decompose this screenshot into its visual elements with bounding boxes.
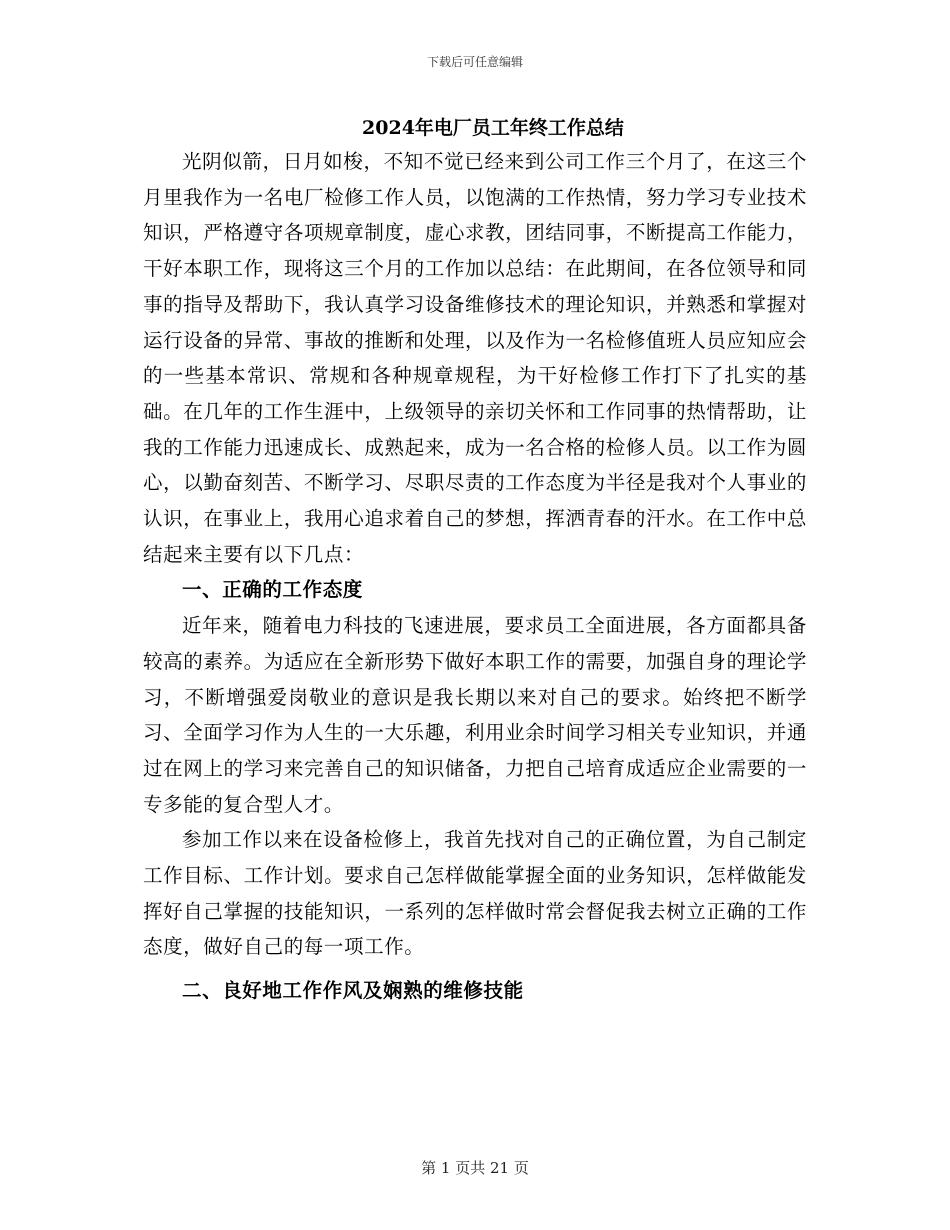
section-heading-2: 二、良好地工作作风及娴熟的维修技能	[182, 979, 524, 1003]
document-title: 2024年电厂员工年终工作总结	[362, 117, 624, 139]
document-body	[143, 112, 807, 1009]
paragraph-attitude-2: 参加工作以来在设备检修上，我首先找对自己的正确位置，为自己制定工作目标、工作计划。要求自己怎样做能掌握全面的业务知识，怎样做能发挥好自己掌握的技能知识，一系列的怎样做时常会督促我去树立正确的工作态度，做好自己的每一项工作。	[143, 828, 807, 959]
paragraph-intro: 光阴似箭，日月如梭，不知不觉已经来到公司工作三个月了，在这三个月里我作为一名电厂检修工作人员，以饱满的工作热情，努力学习专业技术知识，严格遵守各项规章制度，虚心求教，团结同事，不断提高工作能力，干好本职工作，现将这三个月的工作加以总结：在此期间，在各位领导和同事的指导及帮助下，我认真学习设备维修技术的理论知识，并熟悉和掌握对运行设备的异常、事故的推断和处理，以及作为一名检修值班人员应知应会的一些基本常识、常规和各种规章规程，为干好检修工作打下了扎实的基础。在几年的工作生涯中，上级领导的亲切关怀和工作同事的热情帮助，让我的工作能力迅速成长、成熟起来，成为一名合格的检修人员。以工作为圆心，以勤奋刻苦、不断学习、尽职尽责的工作态度为半径是我对个人事业的认识，在事业上，我用心追求着自己的梦想，挥洒青春的汗水。在工作中总结起来主要有以下几点：	[143, 150, 807, 566]
paragraph-attitude-1: 近年来，随着电力科技的飞速进展，要求员工全面进展，各方面都具备较高的素养。为适应在全新形势下做好本职工作的需要，加强自身的理论学习，不断增强爱岗敬业的意识是我长期以来对自己的要求。始终把不断学习、全面学习作为人生的一大乐趣，利用业余时间学习相关专业知识，并通过在网上的学习来完善自己的知识储备，力把自己培育成适应企业需要的一专多能的复合型人才。	[143, 614, 807, 816]
page-footer: 第 1 页共 21 页	[421, 1159, 529, 1177]
section-heading-1: 一、正确的工作态度	[182, 578, 363, 602]
page-header: 下载后可任意编辑	[426, 55, 523, 69]
